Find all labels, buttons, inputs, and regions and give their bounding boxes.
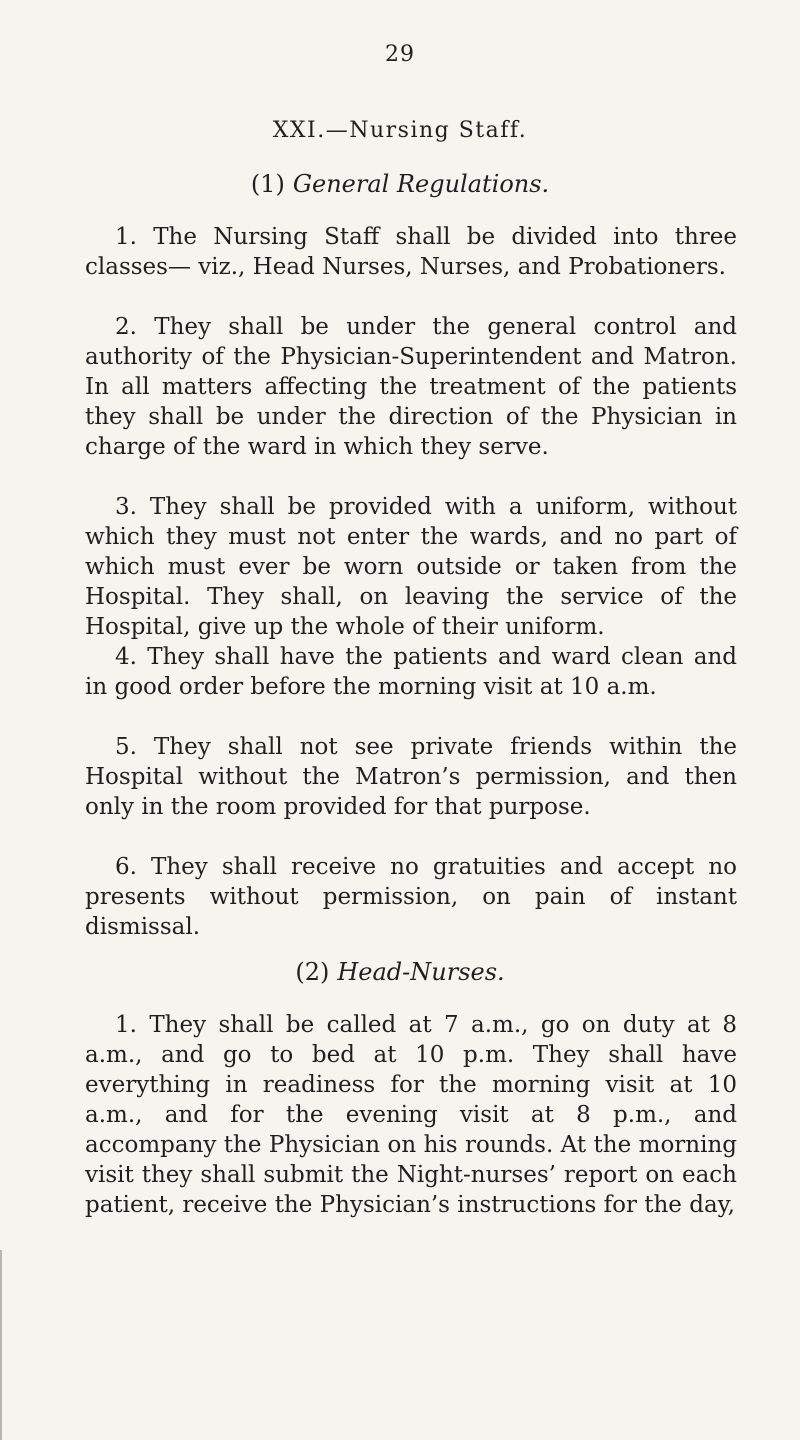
subheading-text: General Regulations.	[292, 170, 550, 198]
page-edge-shadow	[0, 1250, 2, 1440]
paragraph: 4. They shall have the patients and ward clean and in good order before the morning visit at 10 a.m.	[85, 644, 737, 700]
paragraph: 5. They shall not see private friends within the Hospital without the Matron’s permission, and then only in the room provided for that purpose.	[85, 734, 737, 820]
subheading-head-nurses	[0, 958, 800, 986]
paragraph: 2. They shall be under the general control and authority of the Physician-Superintendent and Matron. In all matters affecting the treatment of the patients they shall be under the direction of the Physician in charge of the ward in which they serve.	[85, 314, 737, 460]
section-title: XXI.—Nursing Staff.	[272, 118, 528, 143]
subheading-number: (1)	[250, 170, 285, 198]
paragraph: 1. They shall be called at 7 a.m., go on duty at 8 a.m., and go to bed at 10 p.m. They shall have everything in readiness for the morning visit at 10 a.m., and for the evening visit at 8 p.m., and accompany the Physician on his rounds. At the morning visit they shall submit the Night-nurses’ report on each patient, receive the Physician’s instructions for the day,	[85, 1012, 737, 1218]
subheading-general-regulations	[0, 170, 800, 198]
paragraph: 6. They shall receive no gratuities and accept no presents without permission, on pain of instant dismissal.	[85, 854, 737, 940]
subheading-text: Head-Nurses.	[337, 958, 505, 986]
paragraph: 1. The Nursing Staff shall be divided into three classes— viz., Head Nurses, Nurses, and Probationers.	[85, 224, 737, 280]
page-number: 29	[385, 42, 415, 67]
subheading-number: (2)	[295, 958, 330, 986]
paragraph: 3. They shall be provided with a uniform, without which they must not enter the wards, and no part of which must ever be worn outside or taken from the Hospital. They shall, on leaving the service of the Hospital, give up the whole of their uniform.	[85, 494, 737, 640]
